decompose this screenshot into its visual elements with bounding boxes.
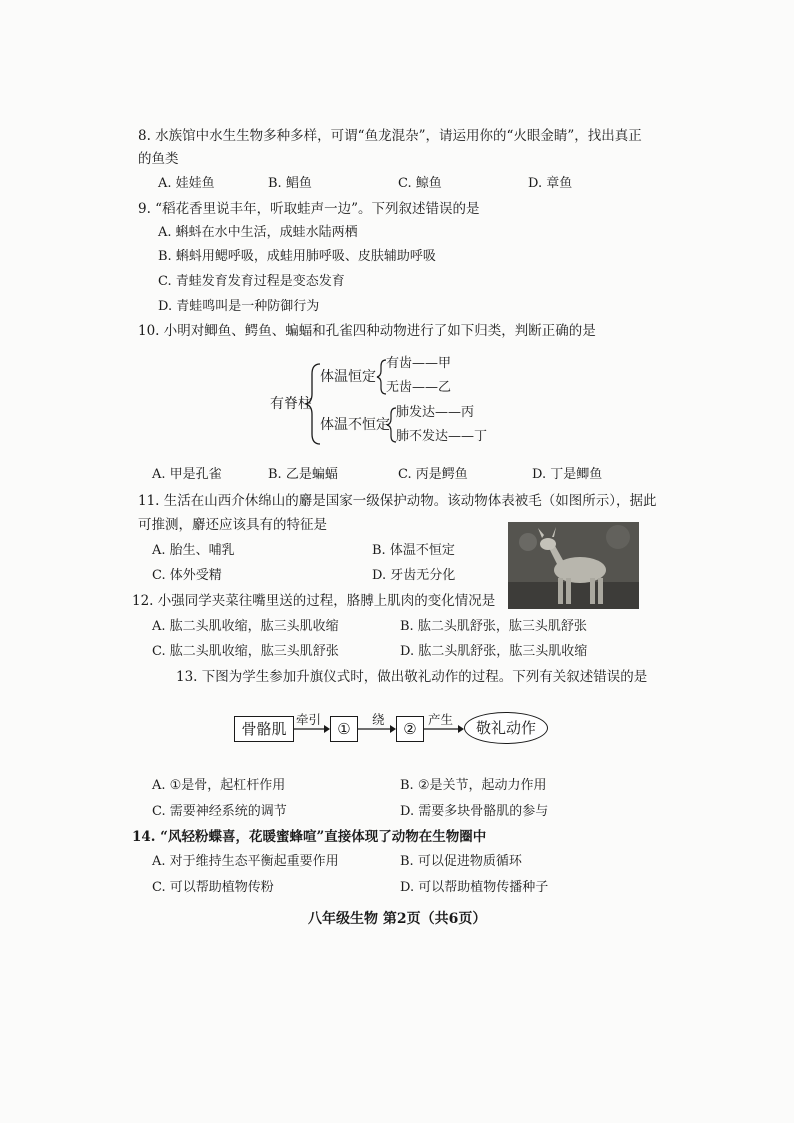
tree-root: 有脊柱 xyxy=(270,396,312,412)
q10-stem: 10. 小明对鲫鱼、鳄鱼、蝙蝠和孔雀四种动物进行了如下归类，判断正确的是 xyxy=(138,323,596,339)
flow-end-salute: 敬礼动作 xyxy=(464,712,548,744)
q8-stem-line2: 的鱼类 xyxy=(138,151,179,167)
q11-option-a[interactable]: A. 胎生、哺乳 xyxy=(152,543,235,558)
tree-yi: 无齿——乙 xyxy=(386,380,452,395)
q8-stem-line1: 8. 水族馆中水生生物多种多样，可谓“鱼龙混杂”，请运用你的“火眼金睛”，找出真正 xyxy=(138,128,642,144)
q9-option-b[interactable]: B. 蝌蚪用鳃呼吸，成蛙用肺呼吸、皮肤辅助呼吸 xyxy=(158,249,436,264)
deer-silhouette-icon xyxy=(508,522,639,609)
q9-option-a[interactable]: A. 蝌蚪在水中生活，成蛙水陆两栖 xyxy=(158,225,358,240)
tree-jia: 有齿——甲 xyxy=(386,356,452,371)
q9-stem: 9. “稻花香里说丰年，听取蛙声一边”。下列叙述错误的是 xyxy=(138,201,480,217)
q8-option-c[interactable]: C. 鲸鱼 xyxy=(398,176,442,191)
q14-option-d[interactable]: D. 可以帮助植物传播种子 xyxy=(400,880,549,895)
flow-label-produce: 产生 xyxy=(428,712,454,727)
q14-option-b[interactable]: B. 可以促进物质循环 xyxy=(400,854,522,869)
deer-photo xyxy=(508,522,639,609)
q13-option-b[interactable]: B. ②是关节，起动力作用 xyxy=(400,778,547,793)
q12-option-a[interactable]: A. 肱二头肌收缩，肱三头肌收缩 xyxy=(152,619,339,634)
q13-option-a[interactable]: A. ①是骨，起杠杆作用 xyxy=(152,778,286,793)
q11-option-d[interactable]: D. 牙齿无分化 xyxy=(372,568,456,583)
q11-stem-line2: 可推测，麝还应该具有的特征是 xyxy=(138,517,327,533)
q11-option-c[interactable]: C. 体外受精 xyxy=(152,568,222,583)
tree-bing: 肺发达——丙 xyxy=(396,405,475,420)
q8-option-d[interactable]: D. 章鱼 xyxy=(528,176,573,191)
q10-option-a[interactable]: A. 甲是孔雀 xyxy=(152,467,222,482)
q12-stem: 12. 小强同学夹菜往嘴里送的过程，胳膊上肌肉的变化情况是 xyxy=(132,593,496,609)
q12-option-b[interactable]: B. 肱二头肌舒张，肱三头肌舒张 xyxy=(400,619,587,634)
q11-option-b[interactable]: B. 体温不恒定 xyxy=(372,543,455,558)
q12-option-d[interactable]: D. 肱二头肌舒张，肱三头肌收缩 xyxy=(400,644,588,659)
q9-option-d[interactable]: D. 青蛙鸣叫是一种防御行为 xyxy=(158,299,320,314)
q13-stem: 13. 下图为学生参加升旗仪式时，做出敬礼动作的过程。下列有关叙述错误的是 xyxy=(176,669,648,685)
q14-option-c[interactable]: C. 可以帮助植物传粉 xyxy=(152,880,274,895)
q14-option-a[interactable]: A. 对于维持生态平衡起重要作用 xyxy=(152,854,339,869)
q10-option-d[interactable]: D. 丁是鲫鱼 xyxy=(532,467,603,482)
q10-option-b[interactable]: B. 乙是蝙蝠 xyxy=(268,467,338,482)
flow-box-skeletal-muscle: 骨骼肌 xyxy=(234,716,294,742)
flow-label-around: 绕 xyxy=(372,712,385,727)
q13-option-c[interactable]: C. 需要神经系统的调节 xyxy=(152,804,287,819)
flow-arrows xyxy=(292,720,467,738)
q11-stem-line1: 11. 生活在山西介休绵山的麝是国家一级保护动物。该动物体表被毛（如图所示），据此 xyxy=(138,493,657,509)
page-footer: 八年级生物 第2页（共6页） xyxy=(308,911,487,927)
q13-option-d[interactable]: D. 需要多块骨骼肌的参与 xyxy=(400,804,549,819)
q10-option-c[interactable]: C. 丙是鳄鱼 xyxy=(398,467,468,482)
q8-option-b[interactable]: B. 鲳鱼 xyxy=(268,176,312,191)
tree-ding: 肺不发达——丁 xyxy=(396,429,488,444)
q9-option-c[interactable]: C. 青蛙发育发育过程是变态发育 xyxy=(158,274,345,289)
flow-box-2: ② xyxy=(396,716,424,742)
q12-option-c[interactable]: C. 肱二头肌收缩，肱三头肌舒张 xyxy=(152,644,339,659)
tree-warm: 体温恒定 xyxy=(320,369,376,385)
flow-box-1: ① xyxy=(330,716,358,742)
q14-stem: 14. “风轻粉蝶喜，花暖蜜蜂喧”直接体现了动物在生物圈中 xyxy=(132,829,487,845)
tree-cold: 体温不恒定 xyxy=(320,417,390,433)
q8-option-a[interactable]: A. 娃娃鱼 xyxy=(158,176,215,191)
flow-label-pull: 牵引 xyxy=(296,712,322,727)
